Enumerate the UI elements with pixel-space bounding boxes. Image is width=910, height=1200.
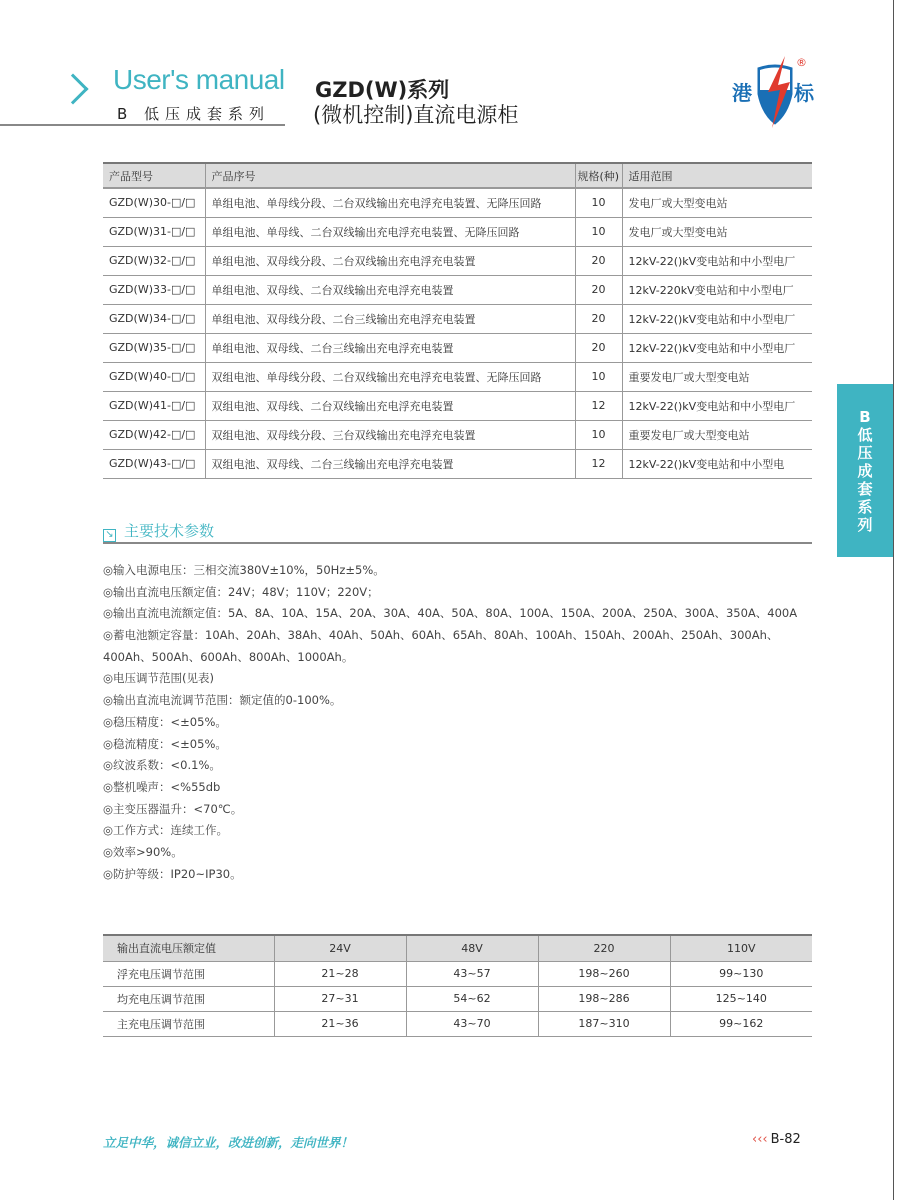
table-row <box>103 333 812 362</box>
description-cell: 双组电池、双母线、二台双线输出充电浮充电装置 <box>205 391 575 420</box>
description-cell: 双组电池、双母线、二台三线输出充电浮充电装置 <box>205 449 575 478</box>
row-label: 主充电压调节范围 <box>103 1011 274 1036</box>
description-cell: 单组电池、单母线分段、二台双线输出充电浮充电装置、无降压回路 <box>205 188 575 217</box>
model-cell: GZD(W)42-□/□ <box>103 420 205 449</box>
spec-item: ◎稳流精度：<±05%。 <box>103 736 227 751</box>
model-cell: GZD(W)43-□/□ <box>103 449 205 478</box>
table-row <box>103 275 812 304</box>
col-header: 适用范围 <box>622 163 812 188</box>
application-cell: 12kV-22()kV变电站和中小型电厂 <box>622 333 812 362</box>
range-cell: 43~57 <box>406 961 538 986</box>
col-header: 24V <box>274 935 406 961</box>
spec-item: ◎整机噪声：<%55db <box>103 779 221 794</box>
application-cell: 重要发电厂或大型变电站 <box>622 420 812 449</box>
page-subtitle: (微机控制)直流电源柜 <box>313 103 519 127</box>
spec-count-cell: 10 <box>575 420 622 449</box>
application-cell: 发电厂或大型变电站 <box>622 217 812 246</box>
description-cell: 单组电池、双母线分段、二台双线输出充电浮充电装置 <box>205 246 575 275</box>
arrow-down-right-box-icon: ↘ <box>103 529 116 542</box>
row-label: 均充电压调节范围 <box>103 986 274 1011</box>
spec-count-cell: 10 <box>575 362 622 391</box>
model-cell: GZD(W)33-□/□ <box>103 275 205 304</box>
application-cell: 12kV-22()kV变电站和中小型电厂 <box>622 391 812 420</box>
spec-item: ◎稳压精度：<±05%。 <box>103 714 227 729</box>
range-cell: 21~28 <box>274 961 406 986</box>
model-cell: GZD(W)41-□/□ <box>103 391 205 420</box>
table-row <box>103 304 812 333</box>
table-row <box>103 188 812 217</box>
svg-text:港: 港 <box>732 81 752 105</box>
page-number <box>752 1132 801 1147</box>
brand-logo <box>730 52 820 132</box>
model-cell: GZD(W)40-□/□ <box>103 362 205 391</box>
spec-count-cell: 10 <box>575 217 622 246</box>
description-cell: 双组电池、单母线分段、二台双线输出充电浮充电装置、无降压回路 <box>205 362 575 391</box>
range-cell: 125~140 <box>670 986 812 1011</box>
section-title: 主要技术参数 <box>124 522 215 540</box>
series-label: B 低压成套系列 <box>117 105 271 123</box>
spec-count-cell: 20 <box>575 246 622 275</box>
spec-list <box>103 560 823 885</box>
spec-item: ◎输出直流电流额定值：5A、8A、10A、15A、20A、30A、40A、50A、80A、100A、150A、200A、250A、300A、350A、400A <box>103 606 798 621</box>
range-cell: 54~62 <box>406 986 538 1011</box>
table-row <box>103 1011 812 1036</box>
table-row <box>103 449 812 478</box>
table-row <box>103 391 812 420</box>
application-cell: 重要发电厂或大型变电站 <box>622 362 812 391</box>
spec-item: ◎输入电源电压：三相交流380V±10%，50Hz±5%。 <box>103 563 385 577</box>
footer-slogan: 立足中华，诚信立业，改进创新，走向世界！ <box>103 1135 354 1150</box>
side-tab-char: 压 <box>857 444 873 462</box>
table-row <box>103 986 812 1011</box>
section-heading <box>103 520 214 542</box>
model-cell: GZD(W)32-□/□ <box>103 246 205 275</box>
description-cell: 单组电池、双母线、二台三线输出充电浮充电装置 <box>205 333 575 362</box>
range-cell: 99~130 <box>670 961 812 986</box>
product-table <box>103 162 812 479</box>
model-cell: GZD(W)35-□/□ <box>103 333 205 362</box>
spec-item: ◎输出直流电压额定值：24V；48V；110V；220V； <box>103 584 379 599</box>
application-cell: 发电厂或大型变电站 <box>622 188 812 217</box>
spec-item: ◎输出直流电流调节范围：额定值的0-100%。 <box>103 693 342 708</box>
range-cell: 187~310 <box>538 1011 670 1036</box>
col-header: 48V <box>406 935 538 961</box>
range-cell: 27~31 <box>274 986 406 1011</box>
spec-count-cell: 20 <box>575 333 622 362</box>
spec-item: ◎蓄电池额定容量：10Ah、20Ah、38Ah、40Ah、50Ah、60Ah、65Ah、80Ah、100Ah、150Ah、200Ah、250Ah、300Ah、 <box>103 628 779 643</box>
application-cell: 12kV-220kV变电站和中小型电厂 <box>622 275 812 304</box>
header-divider <box>0 124 285 126</box>
spec-item: ◎纹波系数：<0.1%。 <box>103 758 221 773</box>
side-tab-b-series[interactable] <box>837 384 893 557</box>
application-cell: 12kV-22()kV变电站和中小型电 <box>622 449 812 478</box>
chevrons-left-icon: ‹‹‹ <box>752 1132 768 1147</box>
spec-count-cell: 20 <box>575 275 622 304</box>
model-cell: GZD(W)31-□/□ <box>103 217 205 246</box>
side-tab-char: 成 <box>857 462 873 480</box>
range-cell: 21~36 <box>274 1011 406 1036</box>
side-tab-char: 列 <box>857 516 873 534</box>
col-header: 规格(种) <box>575 163 622 188</box>
spec-item: ◎工作方式：连续工作。 <box>103 823 229 838</box>
svg-text:®: ® <box>796 56 807 69</box>
model-cell: GZD(W)34-□/□ <box>103 304 205 333</box>
section-divider <box>103 542 812 544</box>
col-header: 输出直流电压额定值 <box>103 935 274 961</box>
page-number-text: B-82 <box>770 1132 801 1147</box>
spec-item: ◎电压调节范围(见表) <box>103 671 215 686</box>
voltage-range-table <box>103 934 812 1037</box>
table-row <box>103 246 812 275</box>
side-tab-char: B <box>859 408 871 426</box>
model-cell: GZD(W)30-□/□ <box>103 188 205 217</box>
page-border <box>893 0 894 1200</box>
side-tab-char: 低 <box>857 426 873 444</box>
application-cell: 12kV-22()kV变电站和中小型电厂 <box>622 246 812 275</box>
page-title: GZD(W)系列 <box>315 78 450 102</box>
spec-item: ◎主变压器温升：<70℃。 <box>103 801 243 816</box>
description-cell: 单组电池、双母线、二台双线输出充电浮充电装置 <box>205 275 575 304</box>
range-cell: 99~162 <box>670 1011 812 1036</box>
application-cell: 12kV-22()kV变电站和中小型电厂 <box>622 304 812 333</box>
spec-count-cell: 12 <box>575 391 622 420</box>
spec-count-cell: 20 <box>575 304 622 333</box>
spec-count-cell: 10 <box>575 188 622 217</box>
table-row <box>103 420 812 449</box>
table-row <box>103 961 812 986</box>
spec-item: 400Ah、500Ah、600Ah、800Ah、1000Ah。 <box>103 649 354 664</box>
col-header: 产品型号 <box>103 163 205 188</box>
table-row <box>103 217 812 246</box>
col-header: 产品序号 <box>205 163 575 188</box>
spec-count-cell: 12 <box>575 449 622 478</box>
description-cell: 单组电池、单母线、二台双线输出充电浮充电装置、无降压回路 <box>205 217 575 246</box>
side-tab-char: 系 <box>857 498 873 516</box>
range-cell: 198~286 <box>538 986 670 1011</box>
chevron-right-icon <box>57 73 88 104</box>
range-cell: 43~70 <box>406 1011 538 1036</box>
table-row <box>103 362 812 391</box>
range-cell: 198~260 <box>538 961 670 986</box>
spec-item: ◎防护等级：IP20~IP30。 <box>103 866 242 881</box>
description-cell: 双组电池、双母线分段、三台双线输出充电浮充电装置 <box>205 420 575 449</box>
side-tab-char: 套 <box>857 480 873 498</box>
col-header: 110V <box>670 935 812 961</box>
description-cell: 单组电池、双母线分段、二台三线输出充电浮充电装置 <box>205 304 575 333</box>
row-label: 浮充电压调节范围 <box>103 961 274 986</box>
col-header: 220 <box>538 935 670 961</box>
spec-item: ◎效率>90%。 <box>103 844 183 859</box>
manual-label: User's manual <box>113 64 285 95</box>
svg-text:标: 标 <box>794 81 814 105</box>
